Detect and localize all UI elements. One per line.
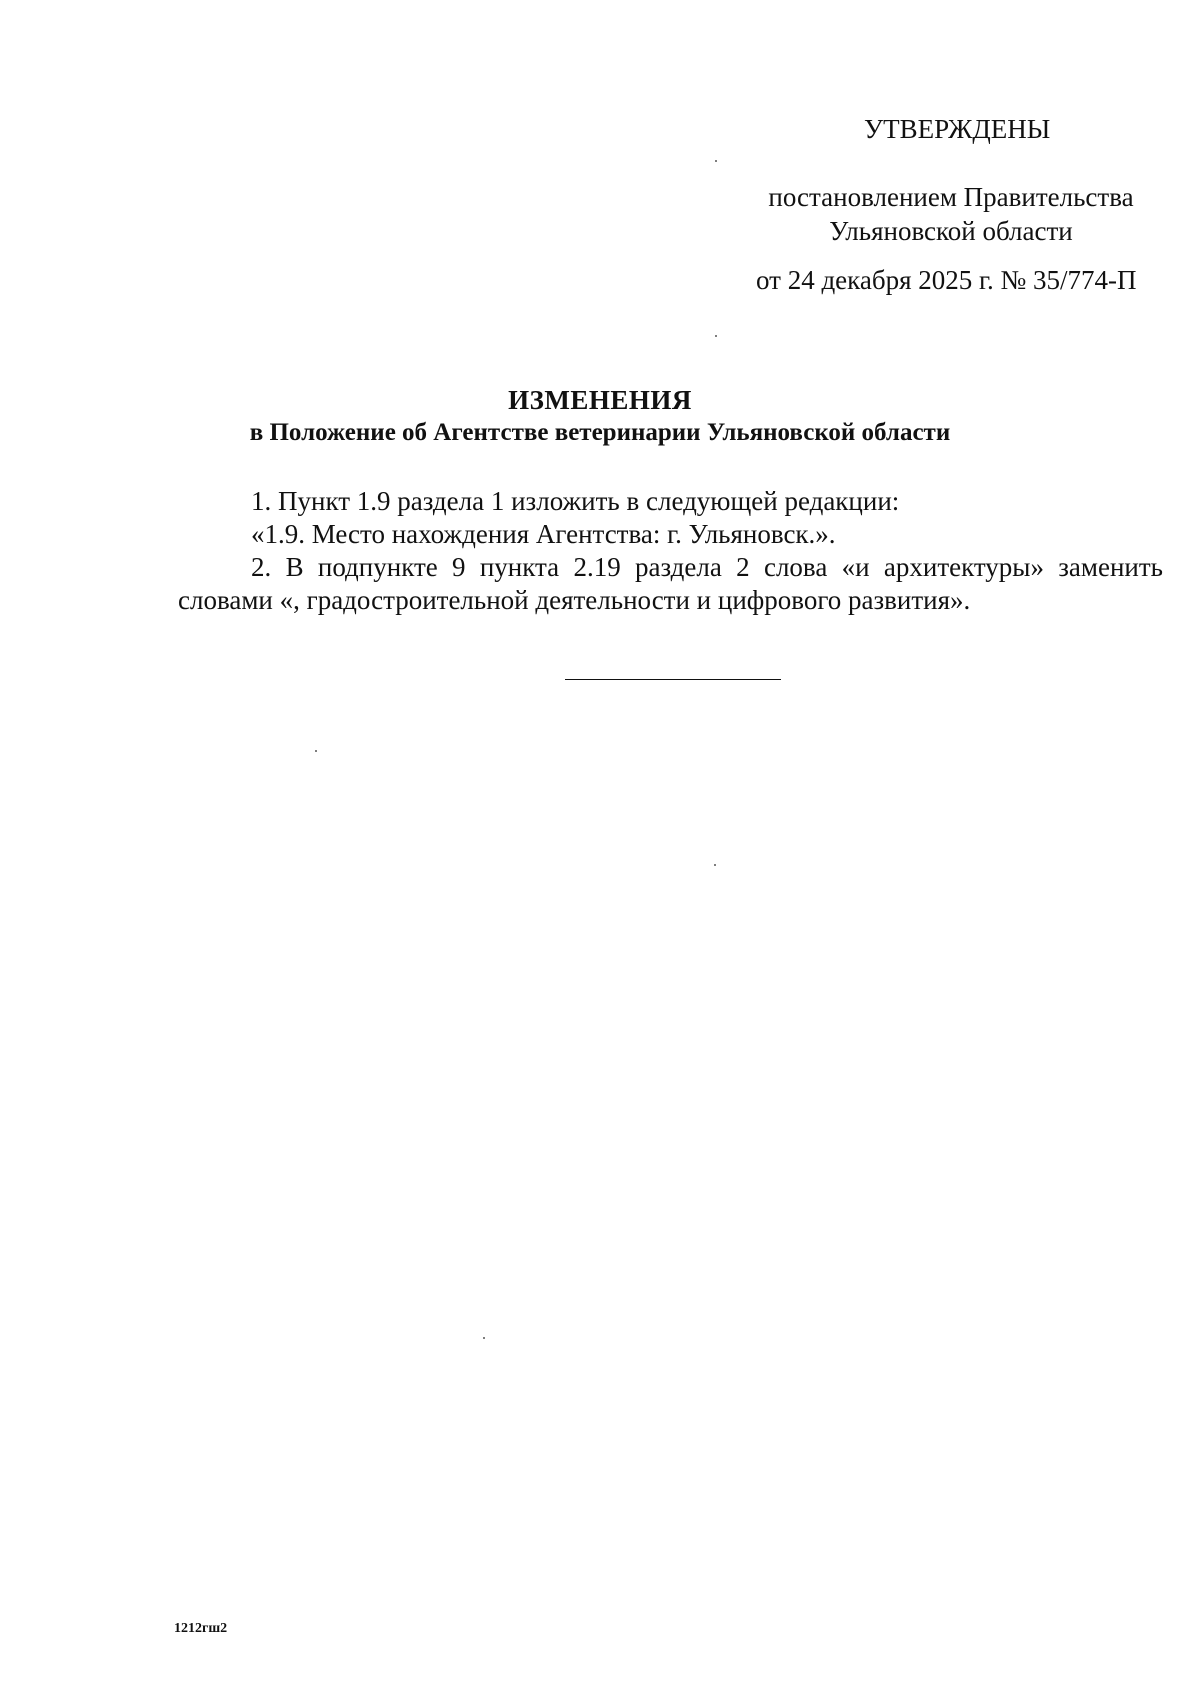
scan-speck (315, 750, 317, 752)
approval-authority (756, 180, 1146, 248)
scan-speck (715, 160, 717, 162)
paragraph-3: 2. В подпункте 9 пункта 2.19 раздела 2 слова «и архитектуры» заменить словами «, градостроительной деятельности и цифрового развития». (178, 552, 1163, 615)
approval-authority-line-1: постановлением Правительства (768, 182, 1134, 212)
scan-speck (714, 864, 716, 866)
scan-speck (483, 1337, 485, 1339)
document-title: ИЗМЕНЕНИЯ (508, 385, 692, 415)
end-divider-line (565, 679, 781, 680)
paragraph-2: «1.9. Место нахождения Агентства: г. Ульяновск.». (251, 519, 836, 549)
approval-authority-line-2: Ульяновской области (829, 216, 1073, 246)
document-footer-code: 1212гш2 (174, 1621, 228, 1636)
scan-speck (715, 335, 717, 337)
document-subtitle: в Положение об Агентстве ветеринарии Ульяновской области (249, 419, 951, 446)
approval-date-number: от 24 декабря 2025 г. № 35/774-П (756, 265, 1137, 295)
document-body (178, 485, 1163, 617)
paragraph-1: 1. Пункт 1.9 раздела 1 изложить в следующей редакции: (251, 486, 900, 516)
approval-stamp-title: УТВЕРЖДЕНЫ (864, 114, 1051, 144)
